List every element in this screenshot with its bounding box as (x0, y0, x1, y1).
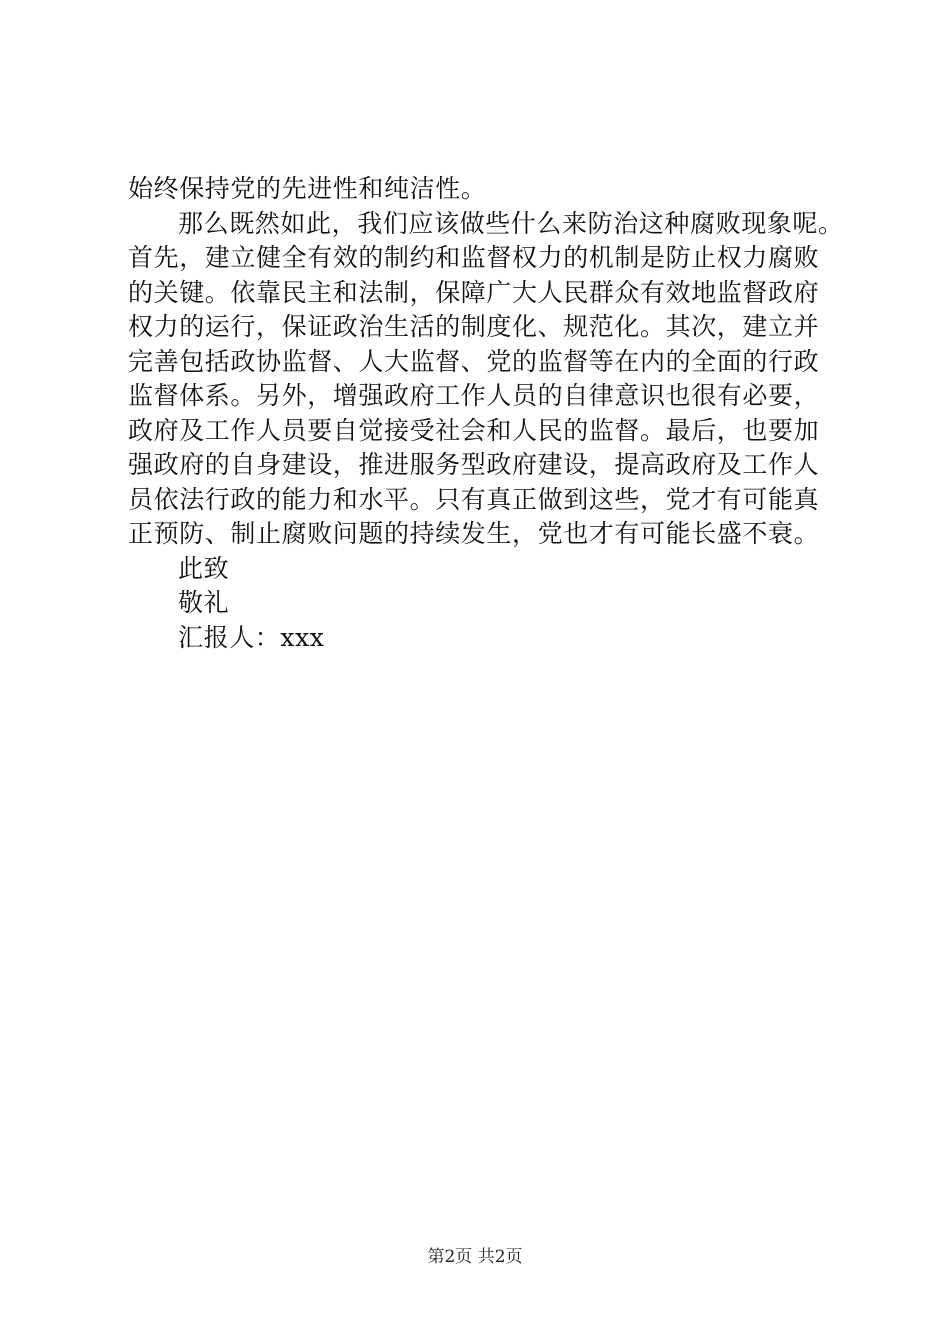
text-line-10: 员依法行政的能力和水平。只有真正做到这些，党才有可能真 (128, 484, 820, 514)
salutation-text: 敬礼 (178, 588, 230, 617)
reporter-signature: 汇报人：xxx (178, 622, 325, 652)
text-line-9: 强政府的自身建设，推进服务型政府建设，提高政府及工作人 (128, 450, 820, 479)
text-line-3: 首先，建立健全有效的制约和监督权力的机制是防止权力腐败 (128, 243, 820, 272)
text-line-7: 监督体系。另外，增强政府工作人员的自律意识也很有必要， (128, 381, 820, 410)
text-line-8: 政府及工作人员要自觉接受社会和人民的监督。最后，也要加 (128, 415, 820, 445)
document-body (128, 172, 844, 655)
page-number-footer: 第2页 共2页 (427, 1247, 523, 1267)
text-line-6: 完善包括政协监督、人大监督、党的监督等在内的全面的行政 (128, 346, 820, 376)
text-line-11: 正预防、制止腐败问题的持续发生，党也才有可能长盛不衰。 (128, 519, 820, 548)
text-line-2: 那么既然如此，我们应该做些什么来防治这种腐败现象呢。 (178, 208, 844, 238)
text-line-4: 的关键。依靠民主和法制，保障广大人民群众有效地监督政府 (128, 277, 820, 307)
text-line-5: 权力的运行，保证政治生活的制度化、规范化。其次，建立并 (128, 312, 820, 341)
closing-text: 此致 (178, 553, 230, 583)
text-line-1: 始终保持党的先进性和纯洁性。 (128, 174, 487, 203)
